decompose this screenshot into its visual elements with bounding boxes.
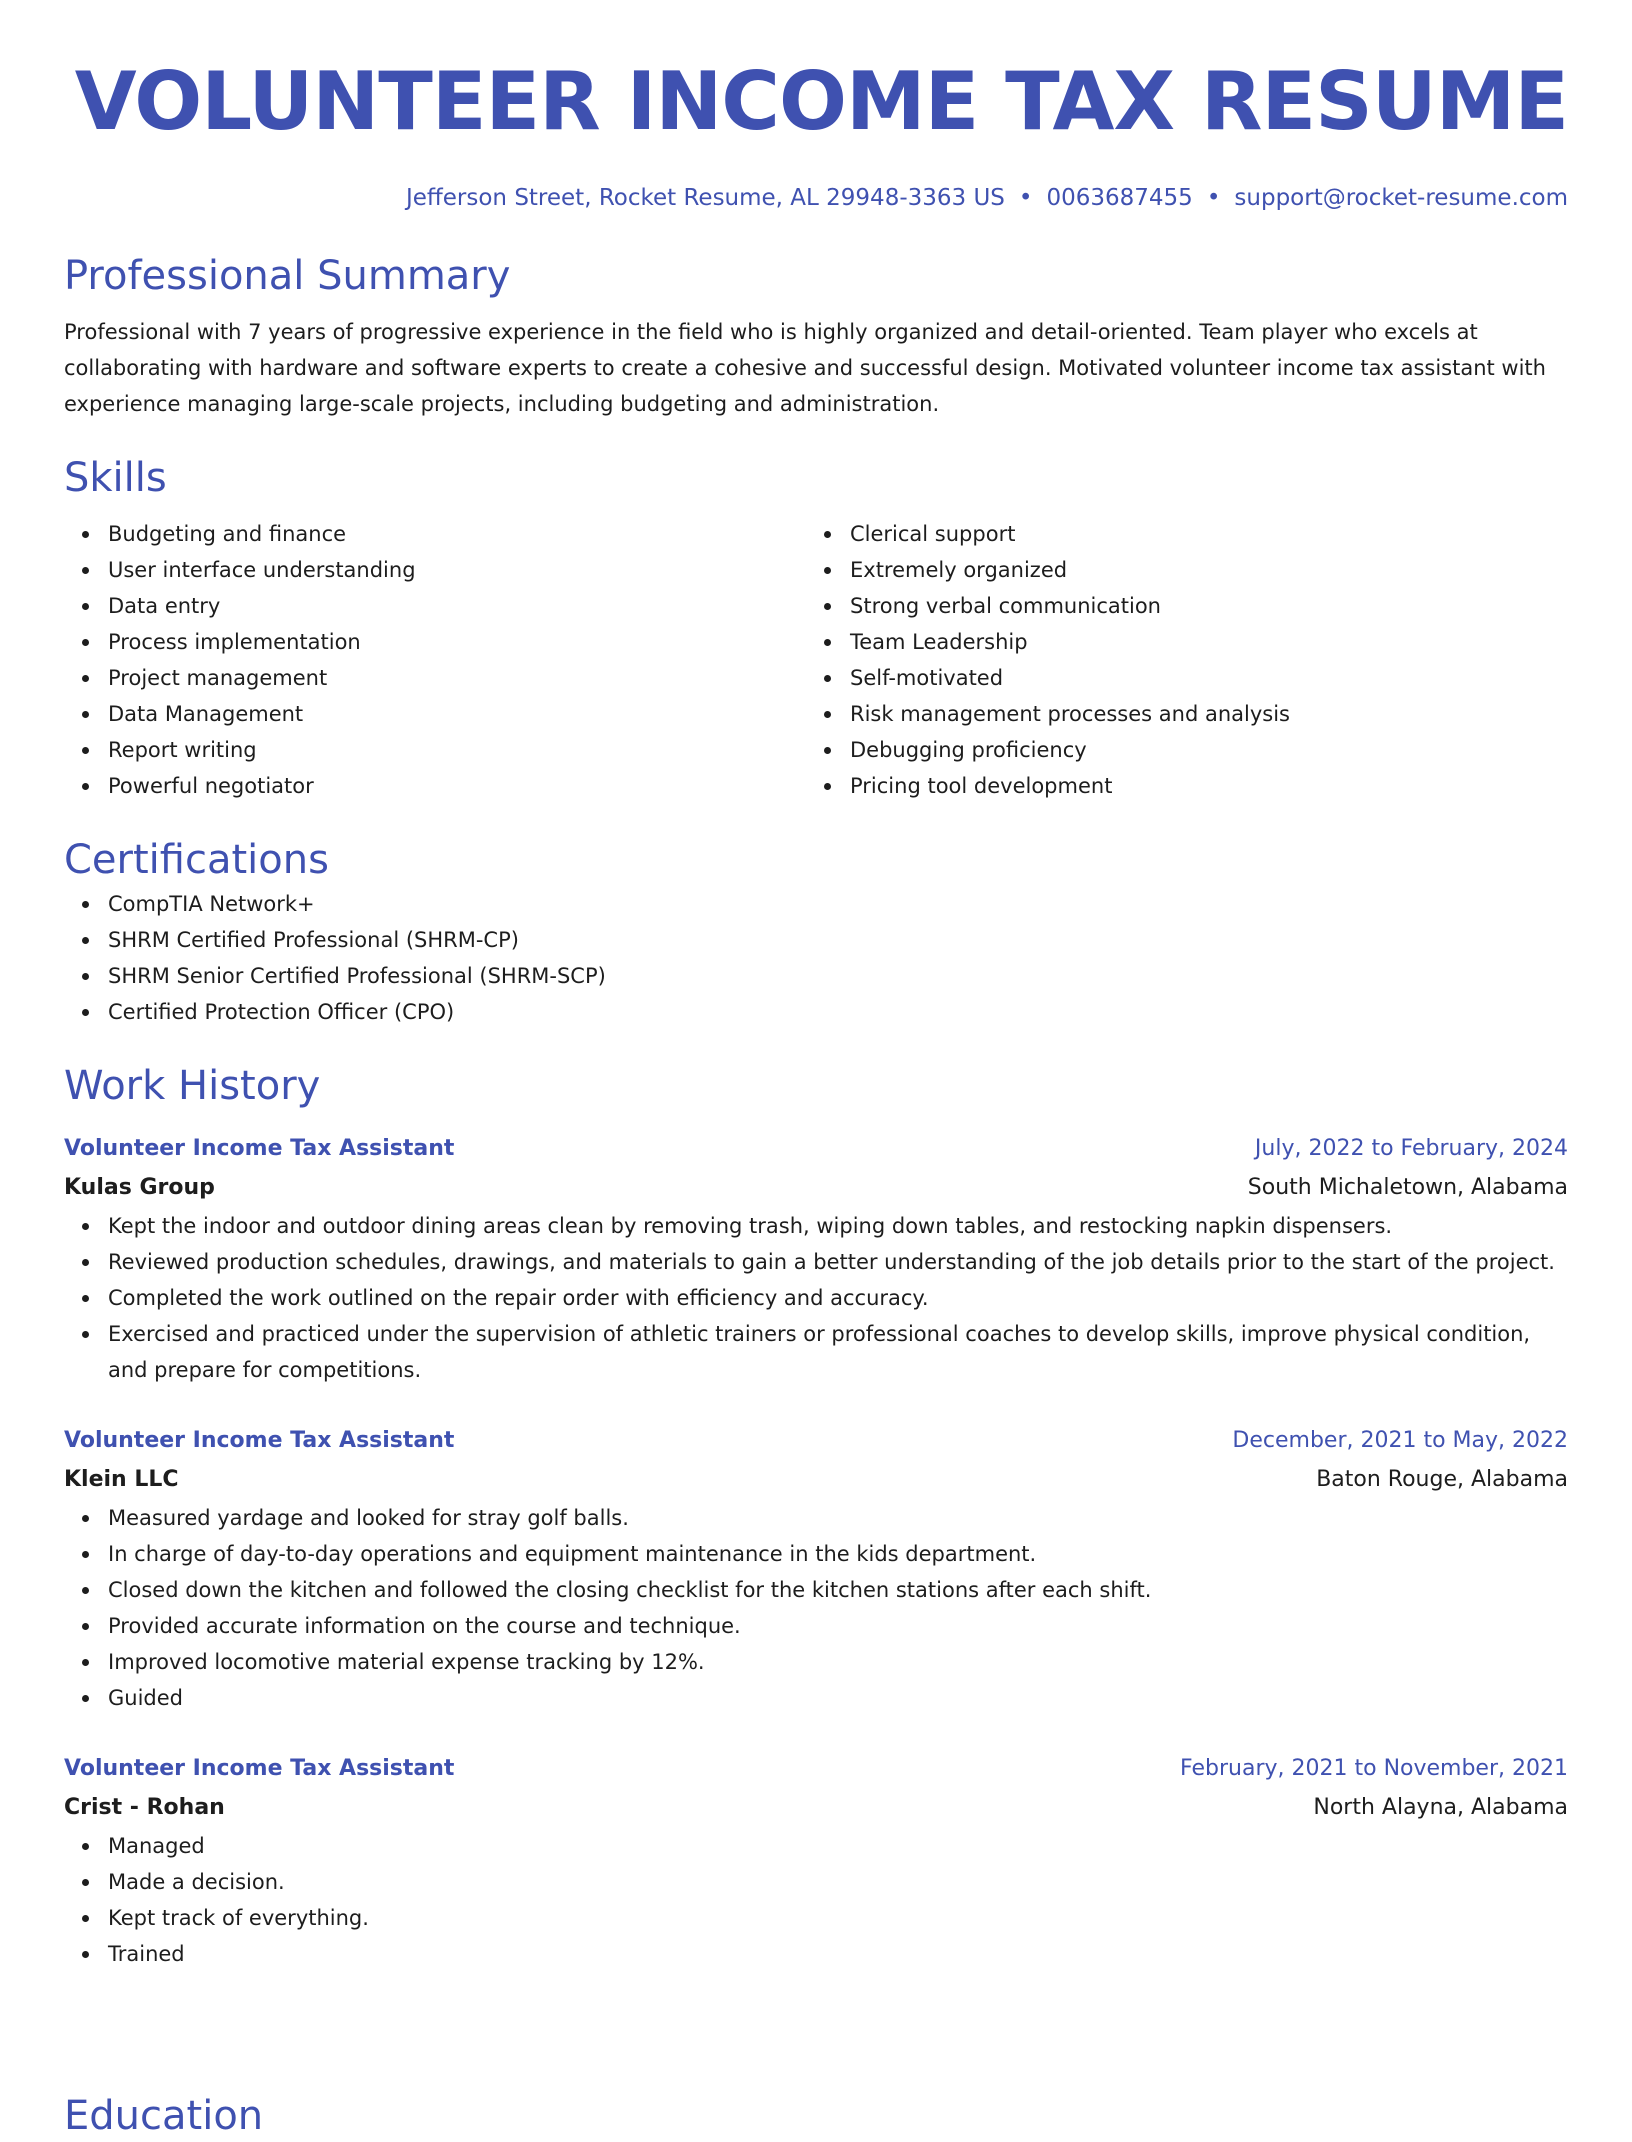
skill-item: Process implementation: [108, 624, 806, 660]
contact-line: [64, 182, 1568, 214]
job-duties-list: [64, 1828, 1568, 1972]
certifications-heading: Certifications: [64, 837, 329, 883]
job-dates: December, 2021 to May, 2022: [1232, 1428, 1568, 1453]
skill-item: Pricing tool development: [850, 768, 1548, 804]
contact-phone: 0063687455: [1046, 185, 1193, 211]
job-duty: Measured yardage and looked for stray golf balls.: [108, 1500, 1568, 1536]
education-heading: Education: [64, 2093, 264, 2139]
job-duty: Kept the indoor and outdoor dining areas clean by removing trash, wiping down tables, and restocking napkin dispensers.: [108, 1208, 1568, 1244]
summary-text: Professional with 7 years of progressive experience in the field who is highly organized and detail-oriented. Team player who excels at collaborating with hardware and software experts to create a cohesive and successful design. Motivated volunteer income tax assistant with experience managing large-scale projects, including budgeting and administration.: [64, 320, 1546, 416]
skill-item: Team Leadership: [850, 624, 1548, 660]
contact-separator: •: [1206, 185, 1221, 211]
skill-item: Clerical support: [850, 516, 1548, 552]
skill-item: Extremely organized: [850, 552, 1548, 588]
certification-item: CompTIA Network+: [108, 886, 1568, 922]
job-duties-list: [64, 1500, 1568, 1716]
job-company: Kulas Group: [64, 1175, 215, 1200]
skill-item: Self-motivated: [850, 660, 1548, 696]
skill-item: Report writing: [108, 732, 806, 768]
certification-item: Certified Protection Officer (CPO): [108, 994, 1568, 1030]
certifications-list: [64, 886, 1568, 1030]
job-duty: Reviewed production schedules, drawings, and materials to gain a better understanding of the job details prior to the start of the project.: [108, 1244, 1568, 1280]
job-company: Klein LLC: [64, 1467, 179, 1492]
skills-list-left: [64, 516, 806, 804]
contact-email: support@rocket-resume.com: [1234, 185, 1568, 211]
job-title: Volunteer Income Tax Assistant: [64, 1756, 455, 1781]
skills-column-left: [64, 516, 806, 804]
job-duty: Managed: [108, 1828, 1568, 1864]
job-title: Volunteer Income Tax Assistant: [64, 1136, 455, 1161]
job-duty: Completed the work outlined on the repair order with efficiency and accuracy.: [108, 1280, 1568, 1316]
job-company-row: [64, 1788, 1568, 1828]
contact-separator: •: [1018, 185, 1033, 211]
job-duty: Provided accurate information on the course and technique.: [108, 1608, 1568, 1644]
job-company-row: [64, 1168, 1568, 1208]
job-header-row: [64, 1422, 1568, 1460]
job-header-row: [64, 1130, 1568, 1168]
skill-item: Risk management processes and analysis: [850, 696, 1548, 732]
job-entry: [64, 1750, 1568, 1972]
job-header-row: [64, 1750, 1568, 1788]
job-entry: [64, 1130, 1568, 1388]
skill-item: Budgeting and finance: [108, 516, 806, 552]
resume-title: VOLUNTEER INCOME TAX RESUME: [74, 55, 1568, 148]
job-duty: Closed down the kitchen and followed the closing checklist for the kitchen stations after each shift.: [108, 1572, 1568, 1608]
job-duty: In charge of day-to-day operations and equipment maintenance in the kids department.: [108, 1536, 1568, 1572]
skill-item: User interface understanding: [108, 552, 806, 588]
job-dates: February, 2021 to November, 2021: [1180, 1756, 1568, 1781]
summary-heading: Professional Summary: [64, 253, 511, 299]
job-duty: Exercised and practiced under the supervision of athletic trainers or professional coaches to develop skills, improve physical condition, and prepare for competitions.: [108, 1316, 1568, 1388]
certification-item: SHRM Senior Certified Professional (SHRM-SCP): [108, 958, 1568, 994]
job-duty: Made a decision.: [108, 1864, 1568, 1900]
job-duty: Guided: [108, 1680, 1568, 1716]
skills-columns: [64, 516, 1568, 804]
job-company: Crist - Rohan: [64, 1795, 225, 1820]
skill-item: Powerful negotiator: [108, 768, 806, 804]
skill-item: Strong verbal communication: [850, 588, 1548, 624]
job-dates: July, 2022 to February, 2024: [1254, 1136, 1568, 1161]
job-duty: Trained: [108, 1936, 1568, 1972]
work-history-heading: Work History: [64, 1063, 321, 1109]
job-duty: Kept track of everything.: [108, 1900, 1568, 1936]
skill-item: Data Management: [108, 696, 806, 732]
skill-item: Project management: [108, 660, 806, 696]
skills-heading: Skills: [64, 455, 167, 501]
job-location: North Alayna, Alabama: [1313, 1795, 1568, 1820]
skills-column-right: [806, 516, 1548, 804]
skills-list-right: [806, 516, 1548, 804]
job-company-row: [64, 1460, 1568, 1500]
certification-item: SHRM Certified Professional (SHRM-CP): [108, 922, 1568, 958]
job-entry: [64, 1422, 1568, 1716]
skill-item: Data entry: [108, 588, 806, 624]
job-location: South Michaletown, Alabama: [1247, 1175, 1568, 1200]
skill-item: Debugging proficiency: [850, 732, 1548, 768]
contact-address: Jefferson Street, Rocket Resume, AL 29948-3363 US: [405, 185, 1005, 211]
job-title: Volunteer Income Tax Assistant: [64, 1428, 455, 1453]
job-location: Baton Rouge, Alabama: [1316, 1467, 1568, 1492]
job-duties-list: [64, 1208, 1568, 1388]
job-duty: Improved locomotive material expense tracking by 12%.: [108, 1644, 1568, 1680]
